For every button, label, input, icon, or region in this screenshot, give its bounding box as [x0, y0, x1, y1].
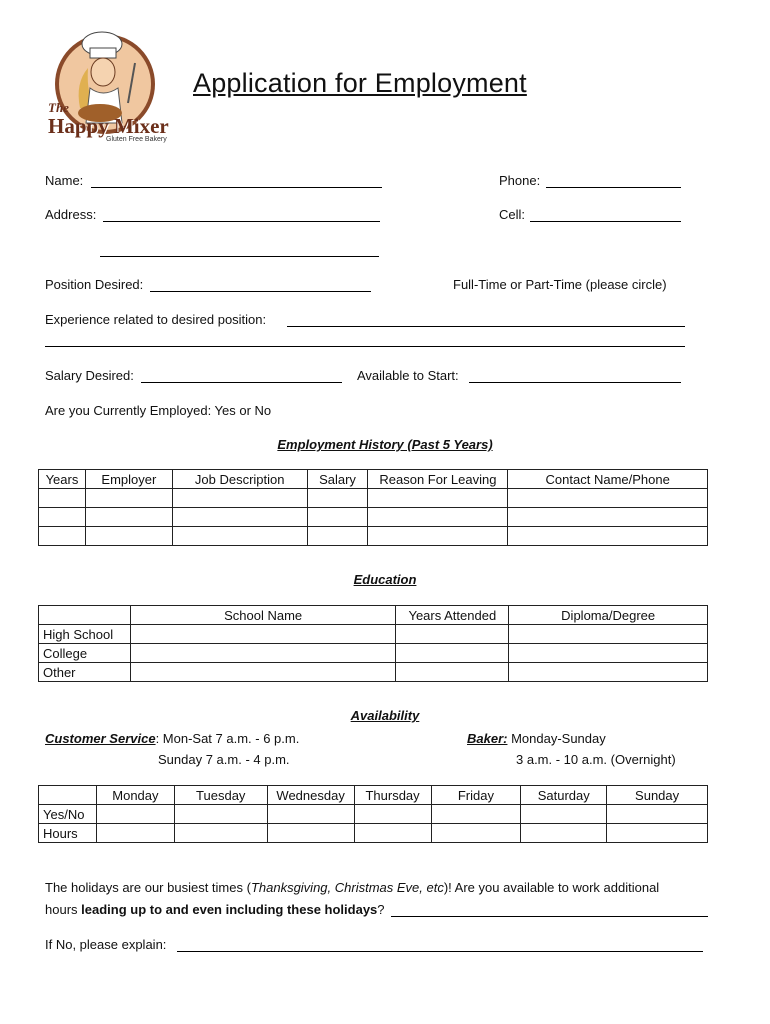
row-label: Other: [39, 663, 131, 682]
row-label: Hours: [39, 824, 97, 843]
baker-label: Baker:: [467, 731, 508, 746]
holidays-paragraph-line1: [45, 880, 659, 896]
available-field[interactable]: [469, 382, 681, 383]
cell-label: Cell:: [499, 207, 526, 222]
address-field-line2[interactable]: [100, 256, 379, 257]
employment-history-table: [38, 469, 708, 546]
col-header: Employer: [85, 470, 172, 489]
table-header-row: [39, 470, 708, 489]
phone-field[interactable]: [546, 187, 681, 188]
col-header: [39, 786, 97, 805]
table-row[interactable]: [39, 489, 708, 508]
availability-table: [38, 785, 708, 843]
cell-field[interactable]: [530, 221, 681, 222]
baker-line2: 3 a.m. - 10 a.m. (Overnight): [516, 752, 676, 767]
col-header: Wednesday: [267, 786, 354, 805]
customer-service-line2: Sunday 7 a.m. - 4 p.m.: [158, 752, 290, 767]
customer-service-hours: [45, 731, 299, 747]
col-header: Tuesday: [174, 786, 267, 805]
logo-text-name: Happy Mixer: [48, 114, 169, 138]
logo-tagline: Gluten Free Bakery: [106, 136, 167, 143]
baker-hours: [467, 731, 606, 747]
col-header: Diploma/Degree: [509, 606, 708, 625]
col-header: [39, 606, 131, 625]
col-header: Salary: [307, 470, 368, 489]
holidays-text-end: )! Are you available to work additional: [443, 880, 660, 895]
col-header: Years Attended: [396, 606, 509, 625]
education-heading: Education: [353, 572, 417, 587]
customer-service-line1: : Mon-Sat 7 a.m. - 6 p.m.: [155, 731, 300, 746]
row-label: Yes/No: [39, 805, 97, 824]
table-row[interactable]: [39, 625, 708, 644]
address-label: Address:: [45, 207, 97, 222]
holidays-emphasis: leading up to and even including these holidays: [81, 902, 378, 917]
employment-history-heading: Employment History (Past 5 Years): [277, 437, 493, 452]
experience-label: Experience related to desired position:: [45, 312, 267, 327]
holidays-text2: hours: [45, 902, 82, 917]
table-row[interactable]: [39, 527, 708, 546]
page-title: Application for Employment: [193, 68, 527, 98]
salary-label: Salary Desired:: [45, 368, 134, 383]
name-label: Name:: [45, 173, 84, 188]
name-field[interactable]: [91, 187, 382, 188]
col-header: Sunday: [607, 786, 708, 805]
col-header: Job Description: [172, 470, 307, 489]
available-label: Available to Start:: [357, 368, 459, 383]
holidays-question-mark: ?: [377, 902, 385, 917]
holidays-text: The holidays are our busiest times (: [45, 880, 251, 895]
col-header: Friday: [431, 786, 521, 805]
table-row[interactable]: [39, 663, 708, 682]
availability-heading: Availability: [350, 708, 420, 723]
holidays-paragraph-line2: [45, 902, 385, 918]
explain-field[interactable]: [177, 951, 703, 952]
experience-field[interactable]: [287, 326, 685, 327]
education-table: [38, 605, 708, 682]
experience-field-line2[interactable]: [45, 346, 685, 347]
row-label: High School: [39, 625, 131, 644]
col-header: School Name: [130, 606, 395, 625]
table-row[interactable]: [39, 508, 708, 527]
table-row[interactable]: [39, 805, 708, 824]
col-header: Years: [39, 470, 86, 489]
company-logo: [40, 28, 175, 148]
fulltime-parttime-option[interactable]: Full-Time or Part-Time (please circle): [453, 277, 667, 292]
table-row[interactable]: [39, 824, 708, 843]
holidays-answer-field[interactable]: [391, 916, 708, 917]
table-header-row: [39, 786, 708, 805]
logo-text-the: The: [48, 100, 69, 115]
col-header: Saturday: [521, 786, 607, 805]
baker-line1: Monday-Sunday: [507, 731, 606, 746]
table-header-row: [39, 606, 708, 625]
position-label: Position Desired:: [45, 277, 144, 292]
holidays-examples: Thanksgiving, Christmas Eve, etc: [250, 880, 444, 895]
currently-employed-question[interactable]: Are you Currently Employed: Yes or No: [45, 403, 272, 418]
col-header: Monday: [96, 786, 174, 805]
row-label: College: [39, 644, 131, 663]
col-header: Contact Name/Phone: [508, 470, 708, 489]
col-header: Reason For Leaving: [368, 470, 508, 489]
customer-service-label: Customer Service: [45, 731, 156, 746]
col-header: Thursday: [354, 786, 431, 805]
salary-field[interactable]: [141, 382, 342, 383]
position-field[interactable]: [150, 291, 371, 292]
phone-label: Phone:: [499, 173, 541, 188]
address-field[interactable]: [103, 221, 380, 222]
table-row[interactable]: [39, 644, 708, 663]
explain-label: If No, please explain:: [45, 937, 167, 952]
